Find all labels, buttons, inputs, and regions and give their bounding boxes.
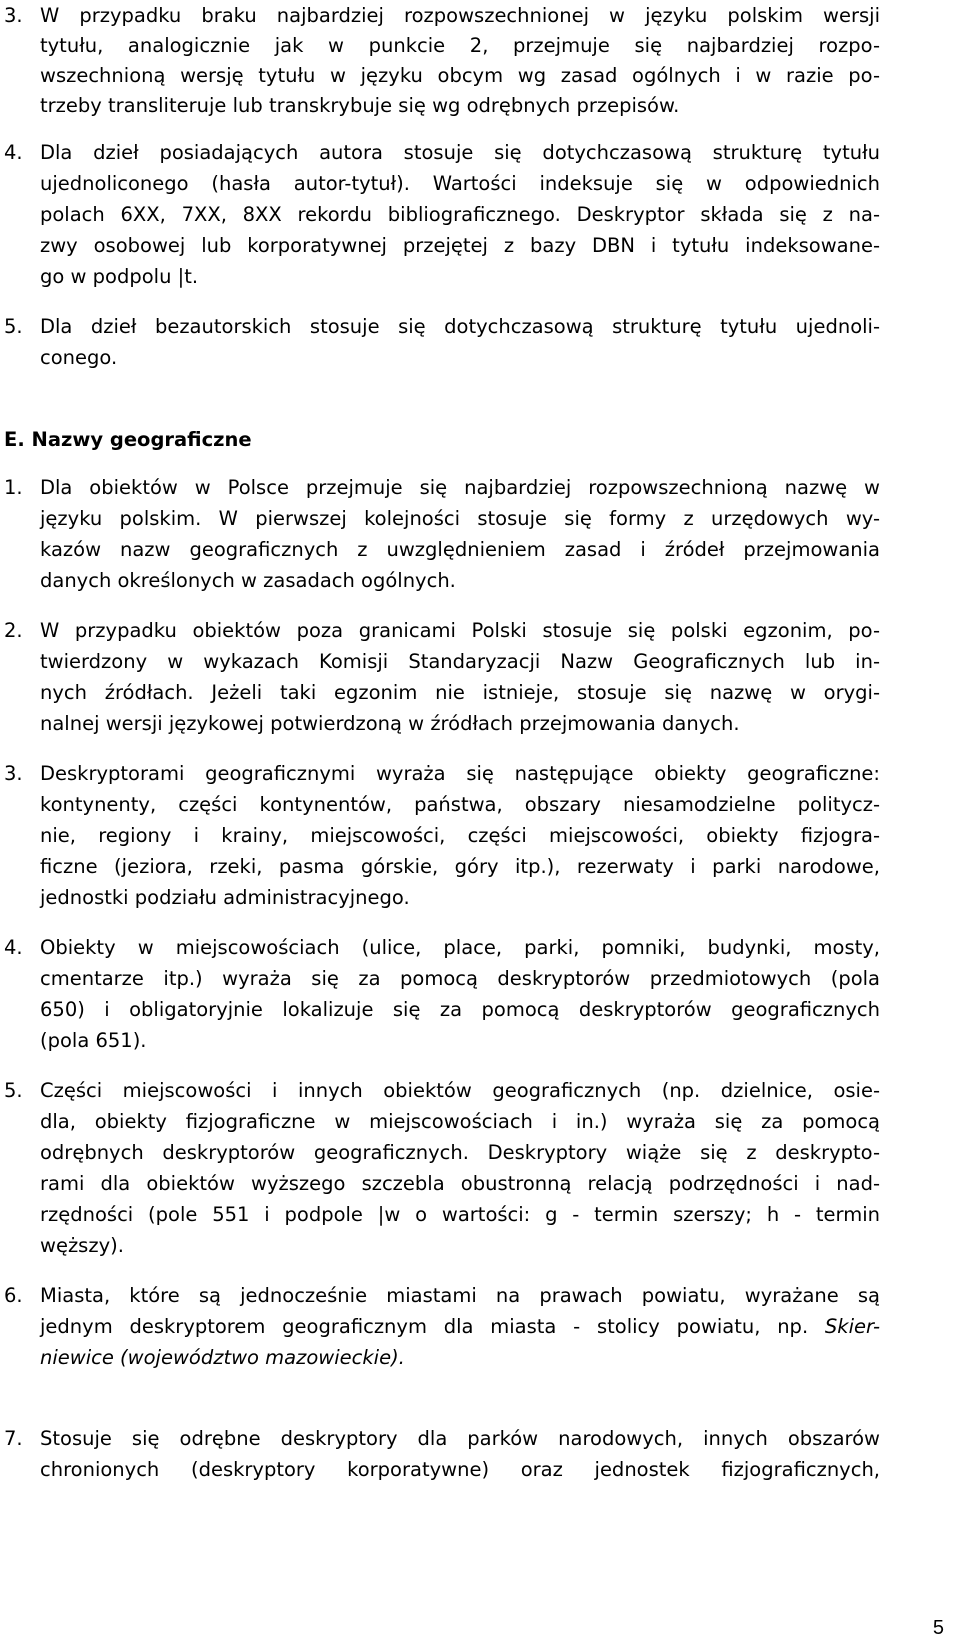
list-item-number: 3. bbox=[4, 4, 23, 27]
text-line: ujednoliconego (hasła autor-tytuł). Wartości indeksuje się w odpowiednich bbox=[40, 172, 880, 195]
text-line: Stosuje się odrębne deskryptory dla parków narodowych, innych obszarów bbox=[40, 1427, 880, 1450]
text-line: (pola 651). bbox=[40, 1029, 147, 1052]
list-item-number: 4. bbox=[4, 141, 23, 164]
text-line: języku polskim. W pierwszej kolejności stosuje się formy z urzędowych wy- bbox=[40, 507, 880, 530]
text-line: węższy). bbox=[40, 1234, 124, 1257]
text-line: go w podpolu |t. bbox=[40, 265, 199, 288]
text-line: kontynenty, części kontynentów, państwa, obszary niesamodzielne politycz- bbox=[40, 793, 880, 816]
list-item-number: 7. bbox=[4, 1427, 23, 1450]
text-line: W przypadku braku najbardziej rozpowszechnionej w języku polskim wersji bbox=[40, 4, 880, 27]
text-segment: jednym deskryptorem geograficznym dla miasta - stolicy powiatu, np. bbox=[40, 1315, 825, 1338]
text-line: Części miejscowości i innych obiektów geograficznych (np. dzielnice, osie- bbox=[40, 1079, 880, 1102]
text-line: trzeby transliteruje lub transkrybuje się wg odrębnych przepisów. bbox=[40, 94, 680, 117]
text-line: odrębnych deskryptorów geograficznych. Deskryptory wiąże się z deskrypto- bbox=[40, 1141, 880, 1164]
text-line: tytułu, analogicznie jak w punkcie 2, przejmuje się najbardziej rozpo- bbox=[40, 34, 880, 57]
text-line: dla, obiekty fizjograficzne w miejscowościach i in.) wyraża się za pomocą bbox=[40, 1110, 880, 1133]
text-line: danych określonych w zasadach ogólnych. bbox=[40, 569, 456, 592]
list-item-number: 6. bbox=[4, 1284, 23, 1307]
page-number: 5 bbox=[932, 1617, 944, 1639]
text-line: nie, regiony i krainy, miejscowości, części miejscowości, obiekty fizjogra- bbox=[40, 824, 880, 847]
text-line: kazów nazw geograficznych z uwzględnieniem zasad i źródeł przejmowania bbox=[40, 538, 880, 561]
text-line: wszechnioną wersję tytułu w języku obcym wg zasad ogólnych i w razie po- bbox=[40, 64, 880, 87]
text-line: rzędności (pole 551 i podpole |w o wartości: g - termin szerszy; h - termin bbox=[40, 1203, 880, 1226]
list-item-number: 5. bbox=[4, 1079, 23, 1102]
list-item-number: 2. bbox=[4, 619, 23, 642]
list-item-number: 3. bbox=[4, 762, 23, 785]
text-line: Obiekty w miejscowościach (ulice, place, parki, pomniki, budynki, mosty, bbox=[40, 936, 880, 959]
text-line: Miasta, które są jednocześnie miastami na prawach powiatu, wyrażane są bbox=[40, 1284, 880, 1307]
text-line: polach 6XX, 7XX, 8XX rekordu bibliograficznego. Deskryptor składa się z na- bbox=[40, 203, 880, 226]
list-item-number: 5. bbox=[4, 315, 23, 338]
list-item-number: 1. bbox=[4, 476, 23, 499]
list-item-number: 4. bbox=[4, 936, 23, 959]
text-line: niewice (województwo mazowieckie). bbox=[40, 1346, 405, 1369]
text-line: conego. bbox=[40, 346, 118, 369]
text-line: Dla obiektów w Polsce przejmuje się najbardziej rozpowszechnioną nazwę w bbox=[40, 476, 880, 499]
text-line: chronionych (deskryptory korporatywne) oraz jednostek fizjograficznych, bbox=[40, 1458, 880, 1481]
text-line-with-italic bbox=[40, 1311, 880, 1342]
text-line: zwy osobowej lub korporatywnej przejętej z bazy DBN i tytułu indeksowane- bbox=[40, 234, 880, 257]
text-line: rami dla obiektów wyższego szczebla obustronną relacją podrzędności i nad- bbox=[40, 1172, 880, 1195]
italic-segment: Skier- bbox=[824, 1315, 880, 1338]
text-line: nych źródłach. Jeżeli taki egzonim nie istnieje, stosuje się nazwę w orygi- bbox=[40, 681, 880, 704]
text-line: Dla dzieł bezautorskich stosuje się dotychczasową strukturę tytułu ujednoli- bbox=[40, 315, 880, 338]
text-line: jednostki podziału administracyjnego. bbox=[40, 886, 410, 909]
text-line: Deskryptorami geograficznymi wyraża się następujące obiekty geograficzne: bbox=[40, 762, 880, 785]
text-line: twierdzony w wykazach Komisji Standaryzacji Nazw Geograficznych lub in- bbox=[40, 650, 880, 673]
text-line: cmentarze itp.) wyraża się za pomocą deskryptorów przedmiotowych (pola bbox=[40, 967, 880, 990]
text-line: ficzne (jeziora, rzeki, pasma górskie, góry itp.), rezerwaty i parki narodowe, bbox=[40, 855, 880, 878]
text-line: Dla dzieł posiadających autora stosuje się dotychczasową strukturę tytułu bbox=[40, 141, 880, 164]
section-heading: E. Nazwy geograficzne bbox=[4, 428, 252, 451]
text-line: 650) i obligatoryjnie lokalizuje się za pomocą deskryptorów geograficznych bbox=[40, 998, 880, 1021]
text-line: W przypadku obiektów poza granicami Polski stosuje się polski egzonim, po- bbox=[40, 619, 880, 642]
text-line: nalnej wersji językowej potwierdzoną w źródłach przejmowania danych. bbox=[40, 712, 740, 735]
